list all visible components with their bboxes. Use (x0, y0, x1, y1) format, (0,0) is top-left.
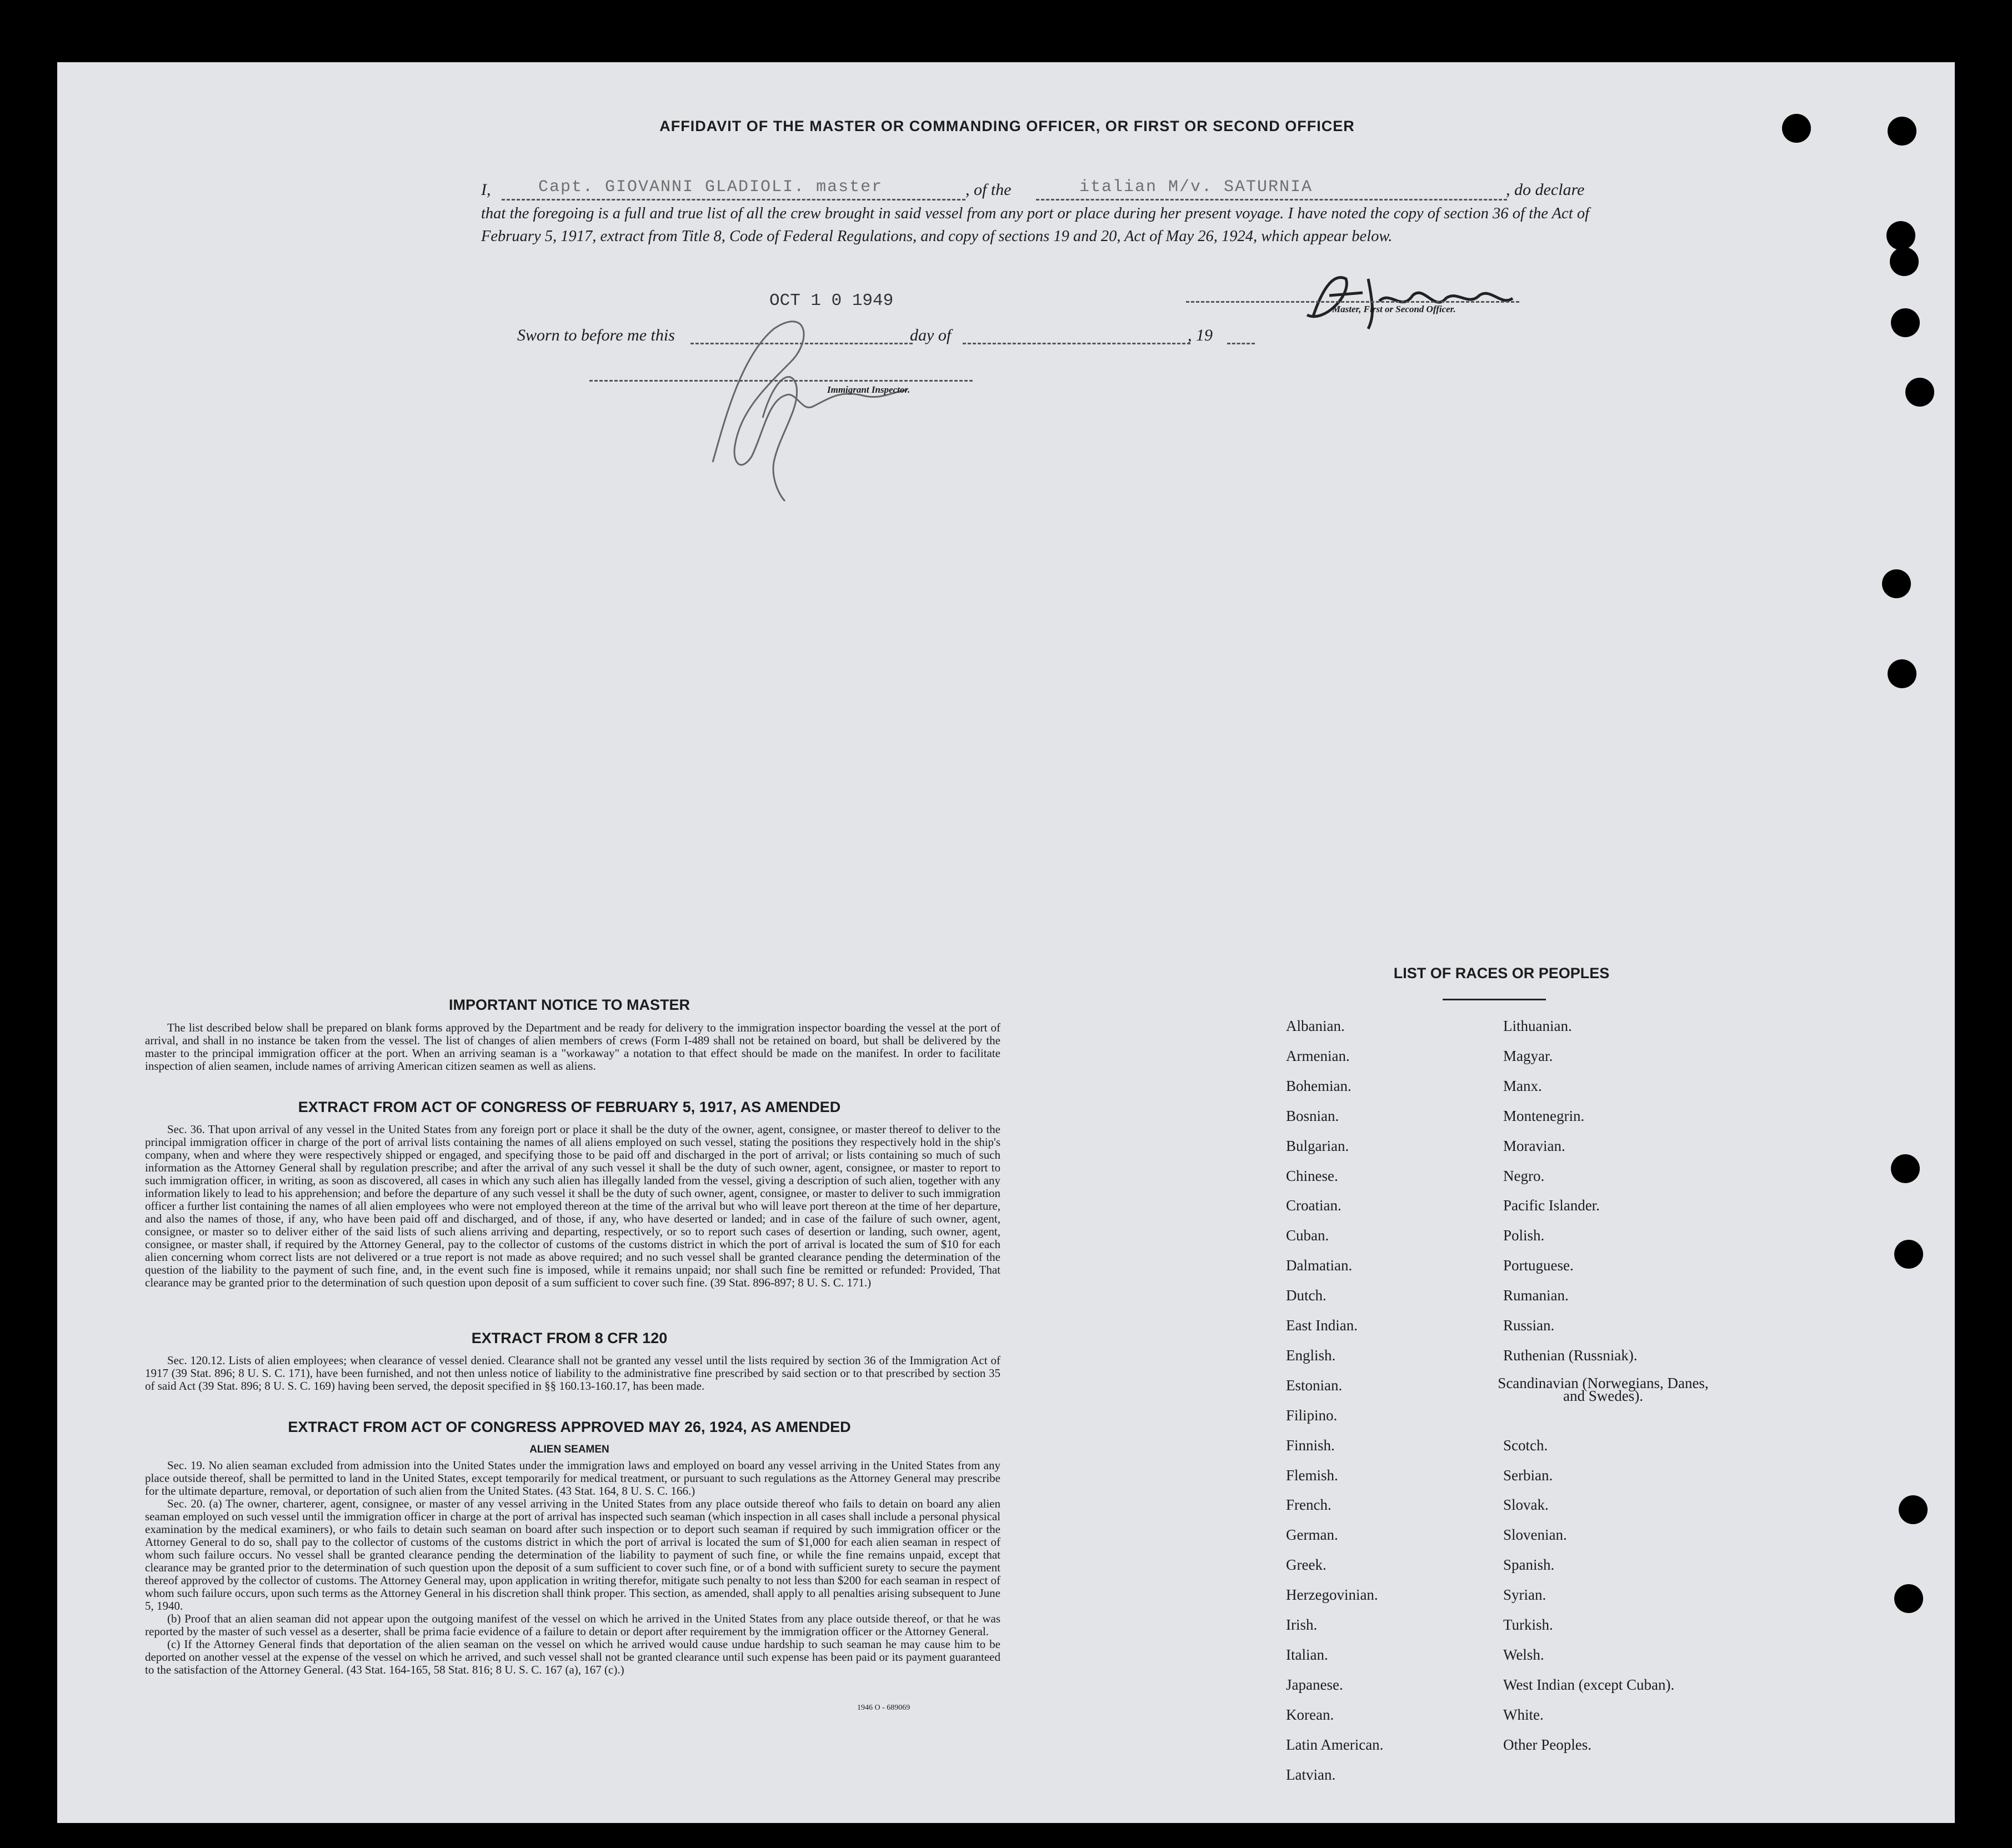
race-item: Dutch. (1286, 1287, 1327, 1304)
race-item: Syrian. (1503, 1586, 1546, 1604)
race-item: Turkish. (1503, 1616, 1553, 1633)
vessel-line (1036, 199, 1507, 201)
section-20c-text: (c) If the Attorney General finds that deportation of the alien seaman on the vessel on which he arrived would cause undue hardship to such seaman he may cause him to be deported on another vessel at the expense of the vessel on which he arrived, and such vessel shall not be granted clearance until such expense has been paid or its payment guaranteed to the satisfaction of the Attorney General. (43 Stat. 164-165, 58 Stat. 816; 8 U. S. C. 167 (a), 167 (c).) (145, 1637, 1000, 1676)
race-item: Lithuanian. (1503, 1018, 1572, 1034)
punch-hole (1894, 1240, 1923, 1269)
race-item: West Indian (except Cuban). (1503, 1676, 1675, 1693)
extract-1917-text: Sec. 36. That upon arrival of any vessel in the United States from any foreign port or place it shall be the duty of the owner, agent, consignee, or master thereof to deliver to the principal immigration officer in charge of the port of arrival lists containing the names of all aliens employed on such vessel, stating the positions they respectively hold in the ship's company, when and where they were respectively shipped or engaged, and specifying those to be paid off and discharged in the port of arrival; or lists containing so much of such information as the Attorney General shall by regulation prescribe; and after the arrival of any such vessel it shall be the duty of such owner, agent, consignee, or master to report to such immigration officer, in writing, as soon as discovered, all cases in which any such alien has illegally landed from the vessel, giving a description of such alien, together with any information likely to lead to his apprehension; and before the departure of any such vessel it shall be the duty of such owner, agent, consignee, or master to deliver to such immigration officer a further list containing the names of all alien employees who were not employed thereon at the time of the arrival but who will leave port thereon at the time of her departure, and also the names of those, if any, who have been paid off and discharged, and of those, if any, who have deserted or landed; and in case of the failure of such owner, agent, consignee, or master so to deliver either of the said lists of such aliens arriving and departing, respectively, or so to report such cases of desertion or landing, such owner, agent, consignee, or master shall, if required by the Attorney General, pay to the collector of customs of the customs district in which the port of arrival is located the sum of $10 for each alien concerning whom correct lists are not delivered or a true report is not made as above required; and no such vessel shall be granted clearance pending the determination of the question of the liability to the payment of such fine, and, in the event such fine is imposed, while it remains unpaid; nor shall such fine be remitted or refunded: Provided, That clearance may be granted prior to the determination of such question upon deposit of a sum sufficient to cover such fine. (39 Stat. 896-897; 8 U. S. C. 171.) (145, 1123, 1000, 1289)
extract-cfr-text: Sec. 120.12. Lists of alien employees; when clearance of vessel denied. Clearance shall not be granted any vessel until the lists required by section 36 of the Immigration Act of 1917 (39 Stat. 896; 8 U. S. C. 171), have been furnished, and not then unless notice of liability to the administrative fine prescribed by said section or to that prescribed by section 35 of said Act (39 Stat. 896; 8 U. S. C. 169) having been served, the deposit specified in §§ 160.13-160.17, has been made. (145, 1354, 1000, 1393)
race-item: Estonian. (1286, 1376, 1343, 1394)
race-item: Bosnian. (1286, 1107, 1339, 1124)
race-item: Ruthenian (Russniak). (1503, 1346, 1638, 1364)
races-title: LIST OF RACES OR PEOPLES (1393, 965, 1610, 981)
sworn-label: Sworn to before me this (517, 326, 675, 344)
punch-hole (1782, 114, 1811, 143)
race-item: Korean. (1286, 1706, 1334, 1723)
race-item: Greek. (1286, 1556, 1327, 1574)
vessel-field: italian M/v. SATURNIA (1079, 178, 1313, 197)
punch-hole (1891, 308, 1920, 337)
race-item: Scotch. (1503, 1436, 1548, 1454)
race-item: Serbian. (1503, 1466, 1553, 1484)
race-item: Chinese. (1286, 1167, 1338, 1184)
section-20a-text: Sec. 20. (a) The owner, charterer, agent, consignee, or master of any vessel arriving in the United States from any place outside thereof who fails to detain on board any alien seaman employed on such vessel until the immigration officer in charge at the port of arrival has inspected such seaman (which inspection in all cases shall include a personal physical examination by the medical examiners), or who fails to detain such seaman on board after such inspection or to deport such seaman if required by such immigration officer or the Attorney General to do so, shall pay to the collector of customs of the customs district in which the port of arrival is located the sum of $1,000 for each alien seaman in respect of whom such failure occurs. No vessel shall be granted clearance pending the determination of the liability to payment of such fine, or while the fine remains unpaid, except that clearance may be granted prior to the determination of such question upon the deposit of a sum sufficient to cover such fine, or of a bond with sufficient surety to secure the payment thereof approved by the collector of customs. The Attorney General may, upon application in writing therefor, mitigate such penalty to not less than $200 for each seaman in respect of whom such failure occurs, upon such terms as the Attorney General in his discretion shall think proper. This section, as amended, shall apply to all penalties arising subsequent to June 5, 1940. (145, 1497, 1000, 1612)
year-label: , 19 (1188, 326, 1213, 344)
race-item: Slovak. (1503, 1496, 1549, 1514)
extract-1924-subtitle: ALIEN SEAMEN (529, 1444, 609, 1455)
punch-hole (1894, 1584, 1923, 1613)
master-caption: Master, First or Second Officer. (1332, 304, 1456, 314)
section-19-text: Sec. 19. No alien seaman excluded from admission into the United States under the immigration laws and employed on board any vessel arriving in the United States from any place outside thereof, shall be permitted to land in the United States, except temporarily for medical treatment, or pursuant to such regulations as the Attorney General may prescribe for the ultimate departure, removal, or deportation of such alien from the United States. (43 Stat. 164, 8 U. S. C. 166.) (145, 1459, 1000, 1498)
race-item: Montenegrin. (1503, 1107, 1585, 1124)
races-title-rule (1443, 999, 1546, 1000)
punch-hole (1905, 378, 1934, 407)
master-signature-line (1186, 301, 1519, 303)
notice-title: IMPORTANT NOTICE TO MASTER (449, 996, 690, 1013)
race-item: Latvian. (1286, 1766, 1336, 1783)
race-item: Flemish. (1286, 1466, 1338, 1484)
punch-hole (1899, 1495, 1928, 1524)
punch-hole (1886, 221, 1915, 250)
master-name-line (502, 199, 965, 201)
punch-hole (1888, 659, 1916, 688)
race-item: Filipino. (1286, 1406, 1338, 1424)
race-item: French. (1286, 1496, 1332, 1514)
punch-hole (1890, 247, 1919, 276)
race-item: Latin American. (1286, 1736, 1384, 1753)
extract-1924-body (145, 1459, 1000, 1676)
race-item: Other Peoples. (1503, 1736, 1591, 1753)
affidavit-title: AFFIDAVIT OF THE MASTER OR COMMANDING OFFICER, OR FIRST OR SECOND OFFICER (659, 118, 1355, 134)
race-item: Portuguese. (1503, 1257, 1574, 1274)
day-of-label: day of (910, 326, 952, 344)
section-20b-text: (b) Proof that an alien seaman did not appear upon the outgoing manifest of the vessel on which he arrived in the United States from any place outside thereof, or that he was reported by the master of such vessel as a deserter, shall be prima facie evidence of a failure to detain or deport after requirement by the immigration officer or the Attorney General. (145, 1612, 1000, 1638)
notice-text: The list described below shall be prepared on blank forms approved by the Department and be ready for delivery to the immigration inspector boarding the vessel at the port of arrival, and shall in no instance be taken from the vessel. The list of changes of alien members of crews (Form I-489 shall not be retained on board, but shall be delivered by the master to the principal immigration officer at the port. When an arriving seaman is a "workaway" a notation to that effect should be made on the manifest. In order to facilitate inspection of alien seamen, include names of arriving American citizen seamen as well as aliens. (145, 1021, 1000, 1073)
master-name-field: Capt. GIOVANNI GLADIOLI. master (538, 178, 883, 197)
sworn-month-line (963, 343, 1190, 344)
do-declare-label: , do declare (1506, 181, 1585, 199)
of-the-label: , of the (965, 181, 1012, 199)
date-stamp: OCT 1 0 1949 (769, 291, 894, 310)
document-sheet (57, 62, 1955, 1823)
race-item: East Indian. (1286, 1317, 1358, 1334)
race-item: Magyar. (1503, 1047, 1553, 1064)
inspector-caption: Immigrant Inspector. (827, 384, 910, 395)
race-item: Pacific Islander. (1503, 1197, 1600, 1214)
print-code: 1946 O - 689069 (857, 1704, 910, 1712)
race-item: Welsh. (1503, 1646, 1544, 1663)
race-item: Bulgarian. (1286, 1137, 1349, 1154)
race-item: Armenian. (1286, 1047, 1350, 1064)
race-item: Scandinavian (Norwegians, Danes, and Swedes). (1498, 1374, 1709, 1404)
race-item: Polish. (1503, 1227, 1545, 1244)
race-item: White. (1503, 1706, 1544, 1723)
extract-1917-title: EXTRACT FROM ACT OF CONGRESS OF FEBRUARY 5, 1917, AS AMENDED (298, 1099, 841, 1115)
punch-hole (1891, 1154, 1920, 1183)
inspector-signature-line (589, 380, 973, 382)
race-item: Albanian. (1286, 1018, 1345, 1034)
master-signature (1290, 262, 1535, 334)
race-item: Russian. (1503, 1317, 1555, 1334)
race-item: Herzegovinian. (1286, 1586, 1378, 1604)
race-item: Slovenian. (1503, 1526, 1567, 1544)
race-item: Spanish. (1503, 1556, 1555, 1574)
race-item: Finnish. (1286, 1436, 1335, 1454)
race-item: Irish. (1286, 1616, 1318, 1633)
extract-cfr-title: EXTRACT FROM 8 CFR 120 (471, 1330, 668, 1346)
race-item: English. (1286, 1346, 1336, 1364)
sworn-year-line (1227, 343, 1255, 344)
race-item: Manx. (1503, 1077, 1542, 1094)
race-item: Rumanian. (1503, 1287, 1569, 1304)
extract-1924-title: EXTRACT FROM ACT OF CONGRESS APPROVED MAY 26, 1924, AS AMENDED (288, 1419, 851, 1435)
race-item: Japanese. (1286, 1676, 1343, 1693)
inspector-signature (629, 279, 940, 523)
punch-hole (1888, 117, 1916, 146)
race-item: German. (1286, 1526, 1338, 1544)
race-item: Italian. (1286, 1646, 1328, 1663)
race-item: Cuban. (1286, 1227, 1329, 1244)
race-item: Bohemian. (1286, 1077, 1352, 1094)
punch-hole (1882, 569, 1911, 598)
race-item: Dalmatian. (1286, 1257, 1353, 1274)
race-item: Croatian. (1286, 1197, 1342, 1214)
i-label: I, (481, 181, 491, 199)
race-item: Negro. (1503, 1167, 1545, 1184)
affidavit-body: that the foregoing is a full and true list of all the crew brought in said vessel from any port or place during her present voyage. I have noted the copy of section 36 of the Act of February 5, 1917, extract from Title 8, Code of Federal Regulations, and copy of sections 19 and 20, Act of May 26, 1924, which appear below. (481, 205, 1589, 245)
race-item: Moravian. (1503, 1137, 1565, 1154)
